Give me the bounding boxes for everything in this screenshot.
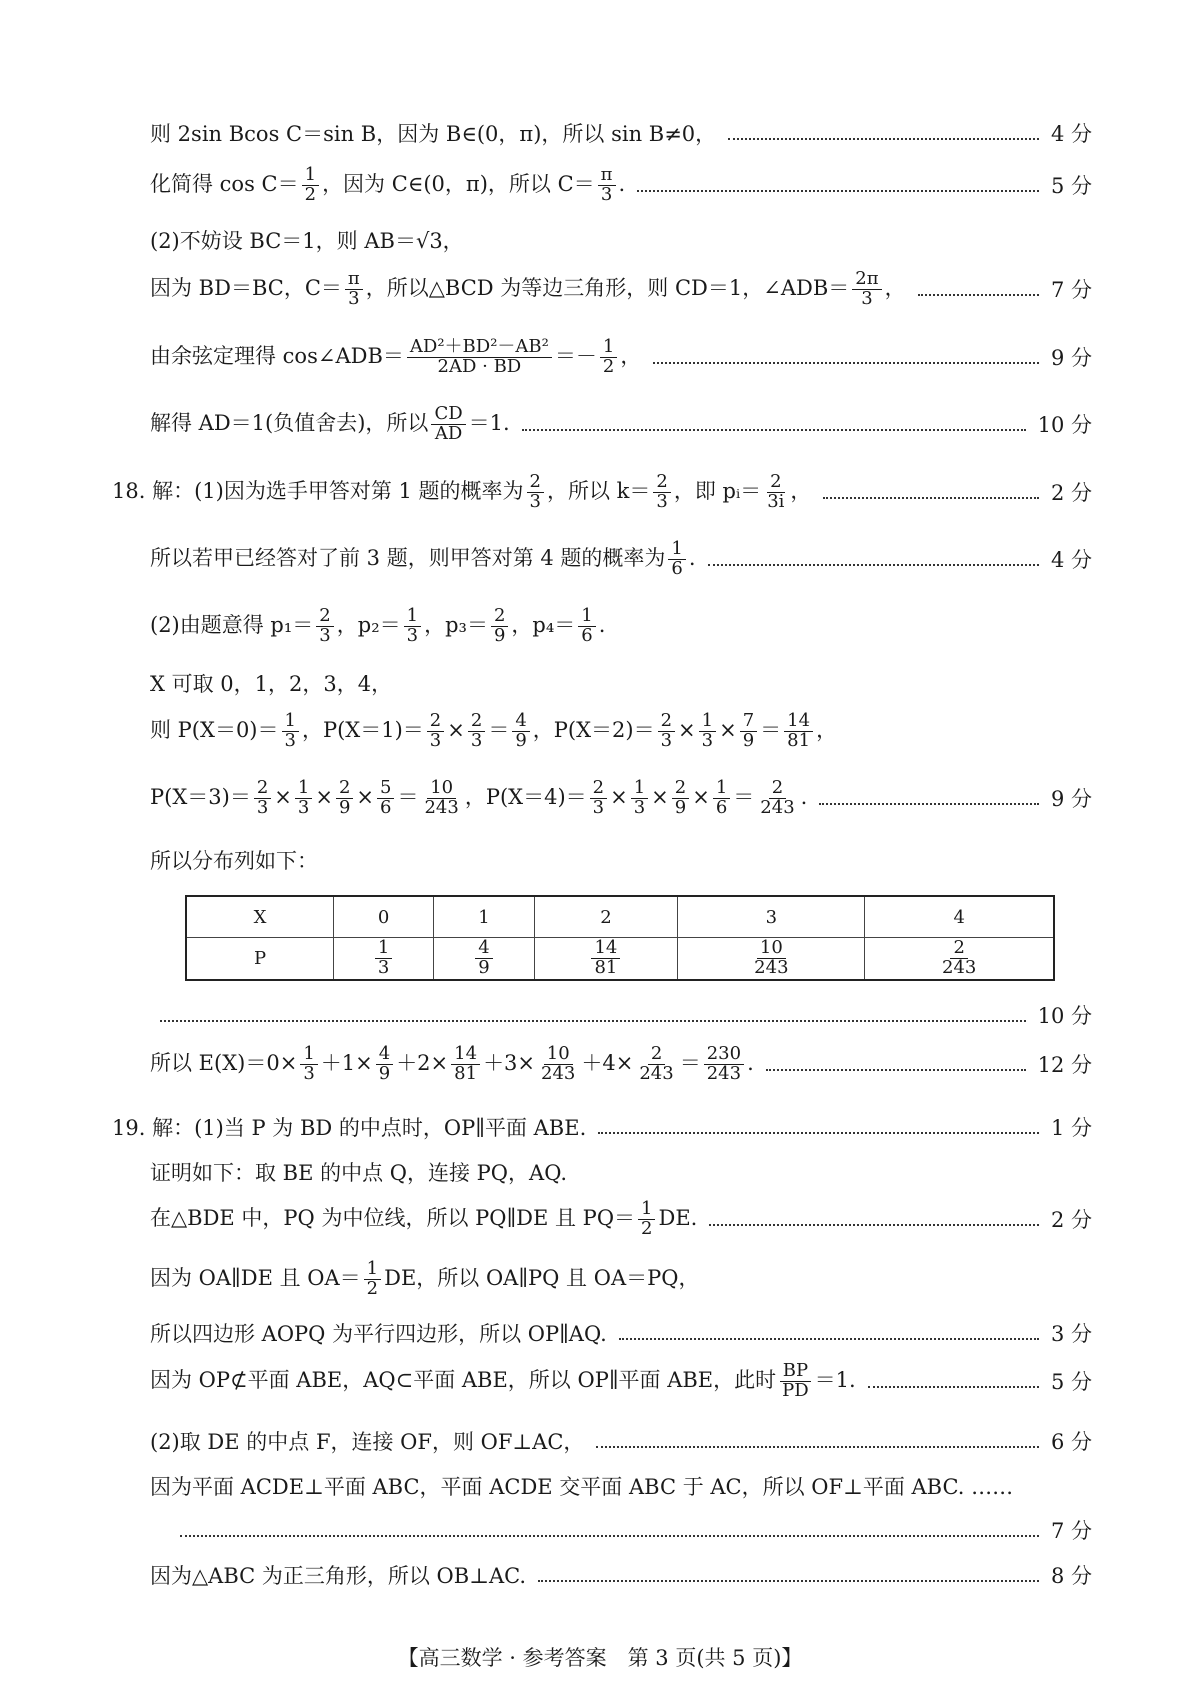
line-9: (2)由题意得 p₁＝ $\frac{2}{3}$ ，p₂＝ $\frac{1}{3}$ ，p₃＝ $\frac{2}{9}$ ，p₄＝ $\frac{1}{6}$ . bbox=[150, 605, 606, 646]
line-11: 则 P(X＝0)＝ $\frac{1}{3}$ ，P(X＝1)＝ $\frac{2}{3}$ × $\frac{2}{3}$ ＝ $\frac{4}{9}$ ，P(X＝2)＝ $\frac{2}{3}$ × $\frac{1}{3}$ × $\frac{7}{9}$ ＝ $\frac{14}{81}$ ， bbox=[150, 710, 838, 751]
leader-dots bbox=[766, 1069, 1026, 1071]
line-19: 因为 OA∥DE 且 OA＝ $\frac{1}{2}$ DE，所以 OA∥PQ 且 OA＝PQ， bbox=[150, 1258, 700, 1299]
fraction: $\frac{\pi}{3}$ bbox=[345, 270, 363, 309]
line-12: P(X＝3)＝ $\frac{2}{3}$ × $\frac{1}{3}$ × $\frac{2}{9}$ × $\frac{5}{6}$ ＝ $\frac{10}{243}$ ，P(X＝4)＝ $\frac{2}{3}$ × $\frac{1}{3}$ × $\frac{2}{9}$ × $\frac{1}{6}$ ＝ $\frac{2}{243}$ . 9 分 bbox=[150, 777, 1092, 818]
line-22: (2)取 DE 的中点 F，连接 OF，则 OF⊥AC， 6 分 bbox=[150, 1426, 1092, 1456]
line-8: 所以若甲已经答对了前 3 题，则甲答对第 4 题的概率为 $\frac{1}{6}$ . 4 分 bbox=[150, 538, 1092, 579]
score-label: 9 分 bbox=[1050, 346, 1092, 371]
leader-dots bbox=[522, 429, 1026, 431]
leader-dots bbox=[538, 1580, 1039, 1582]
leader-dots bbox=[708, 564, 1039, 566]
line-25: 因为△ABC 为正三角形，所以 OB⊥AC. 8 分 bbox=[150, 1560, 1092, 1590]
line-13: 所以分布列如下： bbox=[150, 849, 318, 873]
leader-dots bbox=[619, 1338, 1039, 1340]
score-label: 10 分 bbox=[1037, 413, 1092, 438]
fraction: $\frac{2\pi}{3}$ bbox=[852, 270, 881, 309]
line-3: (2)不妨设 BC＝1，则 AB＝√3， bbox=[150, 229, 464, 253]
score-label: 8 分 bbox=[1050, 1564, 1092, 1588]
leader-dots bbox=[918, 294, 1039, 296]
table-row: P $\frac{1}{3}$ $\frac{4}{9}$ $\frac{14}{81}$ $\frac{10}{243}$ $\frac{2}{243}$ bbox=[186, 938, 1054, 980]
leader-dots bbox=[596, 1446, 1039, 1448]
fraction: $\frac{2}{3}$ bbox=[653, 473, 670, 512]
line-16: 19. 解：(1)当 P 为 BD 的中点时，OP∥平面 ABE. 1 分 bbox=[112, 1112, 1092, 1142]
line-21: 因为 OP⊄平面 ABE，AQ⊂平面 ABE，所以 OP∥平面 ABE，此时 $\frac{BP}{PD}$ ＝1. 5 分 bbox=[150, 1360, 1092, 1401]
fraction: $\frac{1}{6}$ bbox=[578, 607, 595, 646]
line-7: 18. 解：(1)因为选手甲答对第 1 题的概率为 $\frac{2}{3}$ ，所以 k＝ $\frac{2}{3}$ ，即 pᵢ＝ $\frac{2}{3i}$ ， 2 分 bbox=[112, 471, 1092, 512]
line-18: 在△BDE 中，PQ 为中位线，所以 PQ∥DE 且 PQ＝ $\frac{1}{2}$ DE. 2 分 bbox=[150, 1198, 1092, 1239]
table-row: X 0 1 2 3 4 bbox=[186, 896, 1054, 938]
fraction: $\frac{1}{3}$ bbox=[404, 607, 421, 646]
score-label: 5 分 bbox=[1050, 1370, 1092, 1395]
score-label: 1 分 bbox=[1050, 1116, 1092, 1140]
score-label: 4 分 bbox=[1050, 548, 1092, 573]
leader-dots bbox=[709, 1224, 1039, 1226]
score-label: 2 分 bbox=[1050, 481, 1092, 506]
fraction: $\frac{2}{3}$ bbox=[316, 607, 333, 646]
leader-dots bbox=[868, 1386, 1039, 1388]
line-2: 化简得 cos C＝ $\frac{1}{2}$ ，因为 C∈(0，π)，所以 C＝ $\frac{\pi}{3}$ . 5 分 bbox=[150, 164, 1092, 205]
fraction: $\frac{1}{6}$ bbox=[668, 540, 685, 579]
score-label: 7 分 bbox=[1050, 1519, 1092, 1543]
fraction: $\frac{\text{AD²＋BD²－AB²}}{2AD \cdot BD}$ bbox=[407, 338, 552, 377]
distribution-table bbox=[185, 895, 1055, 981]
leader-dots bbox=[819, 803, 1039, 805]
line-5: 由余弦定理得 cos∠ADB＝ $\frac{\text{AD²＋BD²－AB²}}{2AD \cdot BD}$ ＝－ $\frac{1}{2}$ ， 9 分 bbox=[150, 336, 1092, 377]
fraction: $\frac{1}{2}$ bbox=[600, 338, 617, 377]
line-1: 则 2sin Bcos C＝sin B，因为 B∈(0，π)，所以 sin B≠0， 4 分 bbox=[150, 118, 1092, 148]
score-label: 3 分 bbox=[1050, 1322, 1092, 1346]
fraction: $\frac{\pi}{3}$ bbox=[598, 166, 616, 205]
score-label: 12 分 bbox=[1037, 1053, 1092, 1078]
page-footer: 【高三数学 · 参考答案 第 3 页(共 5 页)】 bbox=[397, 1646, 803, 1670]
leader-dots bbox=[637, 190, 1039, 192]
leader-dots bbox=[598, 1132, 1039, 1134]
fraction: $\frac{CD}{AD}$ bbox=[431, 405, 465, 444]
line-6: 解得 AD＝1(负值舍去)，所以 $\frac{CD}{AD}$ ＝1. 10 分 bbox=[150, 403, 1092, 444]
score-label: 5 分 bbox=[1050, 174, 1092, 199]
line-23: 因为平面 ACDE⊥平面 ABC，平面 ACDE 交平面 ABC 于 AC，所以 OF⊥平面 ABC. …… bbox=[150, 1475, 1014, 1499]
leader-dots bbox=[823, 497, 1039, 499]
score-label: 4 分 bbox=[1050, 122, 1092, 146]
line-4: 因为 BD＝BC，C＝ $\frac{\pi}{3}$ ，所以△BCD 为等边三角形，则 CD＝1，∠ADB＝ $\frac{2\pi}{3}$ ， 7 分 bbox=[150, 268, 1092, 309]
line-17: 证明如下：取 BE 的中点 Q，连接 PQ，AQ. bbox=[150, 1161, 568, 1185]
fraction: $\frac{2}{3}$ bbox=[527, 473, 544, 512]
score-label: 10 分 bbox=[1037, 1004, 1092, 1028]
score-label: 9 分 bbox=[1050, 787, 1092, 812]
line-10: X 可取 0，1，2，3，4， bbox=[150, 672, 393, 696]
line-14 bbox=[160, 1000, 1092, 1030]
fraction: $\frac{1}{2}$ bbox=[302, 166, 319, 205]
fraction: $\frac{2}{3i}$ bbox=[767, 471, 785, 512]
score-label: 7 分 bbox=[1050, 278, 1092, 303]
score-label: 2 分 bbox=[1050, 1208, 1092, 1233]
score-label: 6 分 bbox=[1050, 1430, 1092, 1454]
line-20: 所以四边形 AOPQ 为平行四边形，所以 OP∥AQ. 3 分 bbox=[150, 1318, 1092, 1348]
line-15: 所以 E(X)＝0× $\frac{1}{3}$ ＋1× $\frac{4}{9}$ ＋2× $\frac{14}{81}$ ＋3× $\frac{10}{243}$ ＋4× $\frac{2}{243}$ ＝ $\frac{230}{243}$ . 12 分 bbox=[150, 1043, 1092, 1084]
leader-dots bbox=[160, 1020, 1026, 1022]
line-24 bbox=[180, 1515, 1092, 1545]
fraction: $\frac{2}{9}$ bbox=[491, 607, 508, 646]
leader-dots bbox=[653, 362, 1039, 364]
leader-dots bbox=[180, 1535, 1039, 1537]
leader-dots bbox=[728, 138, 1039, 140]
